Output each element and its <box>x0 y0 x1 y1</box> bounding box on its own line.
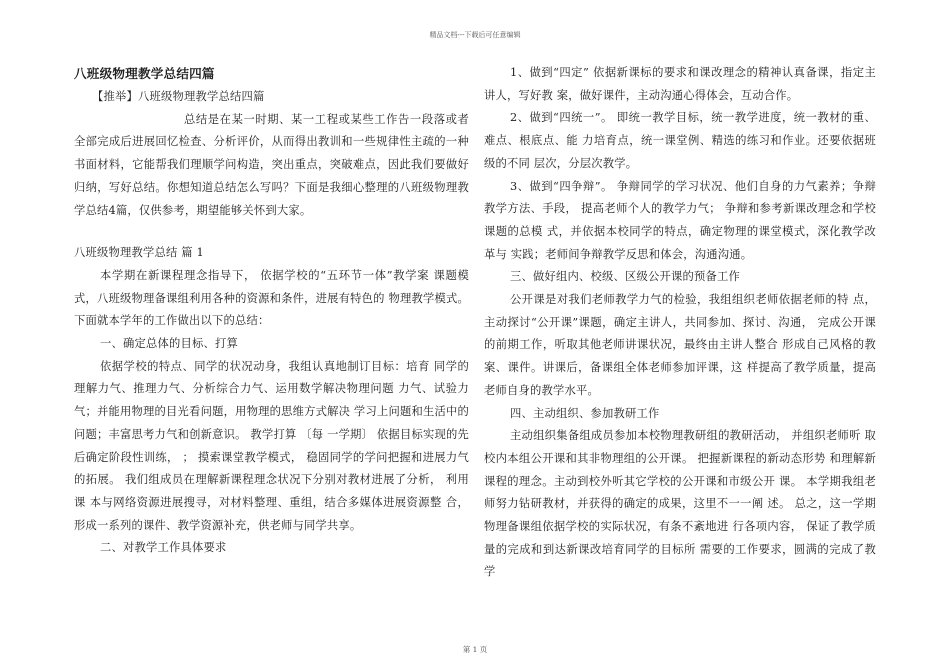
item-heading: 三、做好组内、校级、区级公开课的预备工作 <box>510 270 740 284</box>
item-heading: 一、确定总体的目标、打算 <box>100 337 238 351</box>
right-column <box>484 62 876 584</box>
page-number: 第 1 页 <box>462 645 488 654</box>
paragraph: 3、做到“四争辩”。 争辩同学的学习状况、他们自身的力气素养；争辩教学方法、手段， 提高老师个人的教学力气； 争辩和参考新课改理念和学校课题的总模 式，并依据本校同学的特点，确定物理的课堂模式，深化教学改革与 实践；老师间争辩教学反思和体会，沟通沟通。 <box>484 179 876 261</box>
section-heading: 八班级物理教学总结 篇 1 <box>74 246 204 260</box>
recommend-line: 【推举】八班级物理教学总结四篇 <box>92 90 265 103</box>
item-heading: 二、对教学工作具体要求 <box>100 541 227 555</box>
document-title: 八班级物理教学总结四篇 <box>74 66 215 81</box>
paragraph: 依据学校的特点、同学的状况动身，我组认真地制订目标：培育 同学的理解力气、推理力气、分析综合力气、运用数学解决物理问题 力气、试验力气；并能用物理的目光看问题，用物理的思维方式解决 学习上问题和生活中的问题；丰富思考力气和创新意识。 教学打算 〔每 一学期〕 依据目标实现的先后确定阶段性训练， ； 摸索课堂教学模式， 稳固同学的学问把握和进展力气的拓展。 我们组成员在理解新课程理念状况下分别对教材进展了分析， 利用课 本与网络资源进展搜寻，对材料整理、重组，结合多媒体进展资源整 合，形成一系列的课件、教学资源补充，供老师与同学共享。 <box>74 359 469 532</box>
intro-paragraph: 总结是在某一时期、某一工程或某些工作告一段落或者全部完成后进展回忆检查、分析评价，从而得出教训和一些规律性主疏的一种书面材料，它能帮我们理顺学问构造，突出重点，突破难点，因此我们要做好归纳，写好总结。你想知道总结怎么写吗？下面是我细心整理的八班级物理教学总结4篇，仅供参考，期望能够关怀到大家。 <box>74 112 469 217</box>
paragraph: 本学期在新课程理念指导下， 依据学校的“五环节一体”教学案 课题模式，八班级物理备课组利用各种的资源和条件，进展有特色的 物理教学模式。下面就本学年的工作做出以下的总结： <box>74 268 469 328</box>
paragraph: 1、做到“四定” 依据新课标的要求和课改理念的精神认真备课，指定主讲人，写好教 案，做好课件，主动沟通心得体会，互动合作。 <box>484 66 876 102</box>
paragraph: 2、做到“四统一”。 即统一教学目标，统一教学进度，统一教材的重、难点、根底点、能 力培育点，统一课堂例、精选的练习和作业。还要依据班级的不同 层次，分层次教学。 <box>484 111 876 170</box>
item-heading: 四、主动组织、参加教研工作 <box>510 406 660 420</box>
paragraph: 主动组织集备组成员参加本校物理教研组的教研活动， 并组织老师听 取校内本组公开课和其非物理组的公开课。 把握新课程的新动态形势 和理解新课程的理念。主动到校外听其它学校的公开课和市级公开 课。 本学期我组老师努力钻研教材，并获得的确定的成果，这里不一一阐 述。 总之，这一学期物理备课组依据学校的实际状况，有条不紊地进 行各项内容， 保证了教学质量的完成和到达新课改培育同学的目标所 需要的工作要求，圆满的完成了教学 <box>484 429 876 579</box>
left-column <box>74 62 469 560</box>
spacer <box>74 222 469 242</box>
paragraph: 公开课是对我们老师教学力气的检验，我组组织老师依据老师的特 点，主动探讨“公开课”课题，确定主讲人，共同参加、探讨、沟通， 完成公开课的前期工作，听取其他老师讲课状况，最终由主讲人整合 形成自己风格的教案、课件。讲课后，备课组全体老师参加评课，这 样提高了教学质量，提高老师自身的教学水平。 <box>484 293 876 397</box>
header-note: 精品文档---下载后可任意编辑 <box>429 31 521 39</box>
